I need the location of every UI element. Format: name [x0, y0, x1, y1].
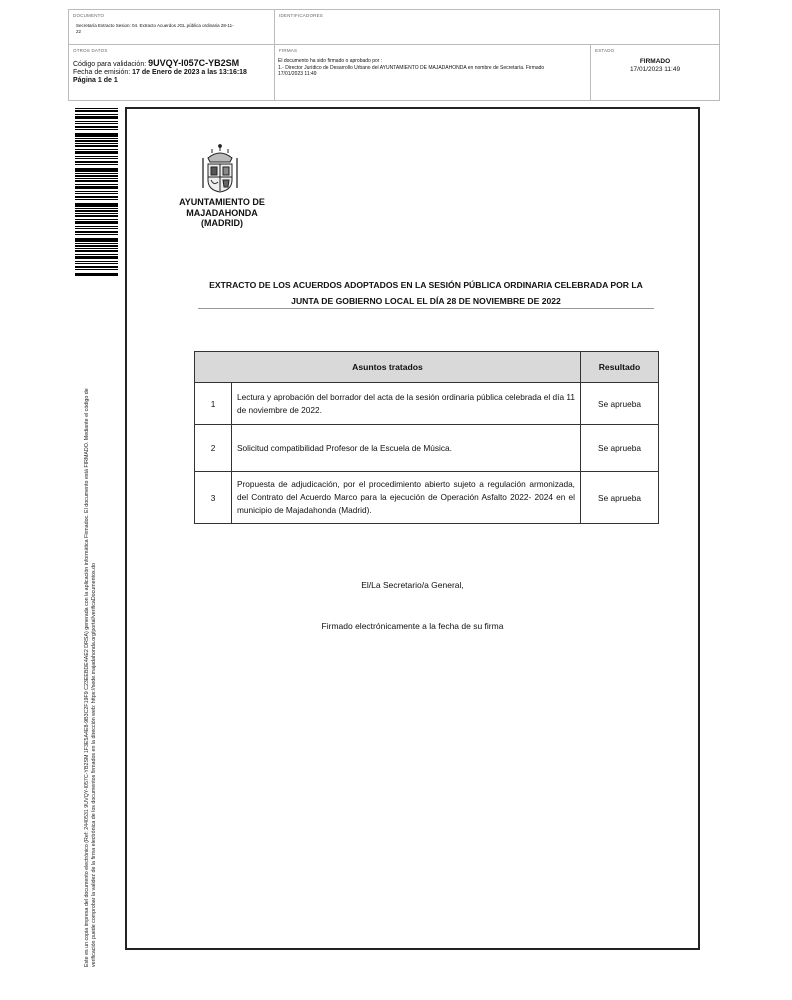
table-row: [195, 425, 659, 472]
side-note-line-1: Este es un copia impresa del documento electrónico (Ref: 2440531 9UVQY-I057C-YB2SM 1F3E5A4E8-9B3C2F19F9 C23EEBDE4AE2 DRSA) generada con la aplicación informática Firmadoc. El documento está FIRMADO. Mediante el código de: [84, 388, 90, 967]
title-line-2: JUNTA DE GOBIERNO LOCAL EL DÍA 28 DE NOVIEMBRE DE 2022: [291, 296, 561, 306]
municipality-name: [162, 197, 282, 229]
documento-value: Secretaría Extracto Sesion: 04. Extracto Acuerdos JGL pública ordinaria 28-11-22: [76, 23, 234, 34]
firmas-cell: [275, 45, 591, 101]
col-asuntos-header: Asuntos tratados: [195, 352, 581, 383]
documento-cell: [69, 10, 275, 45]
title-line-1: EXTRACTO DE LOS ACUERDOS ADOPTADOS EN LA SESIÓN PÚBLICA ORDINARIA CELEBRADA POR LA: [209, 280, 643, 290]
row-subject: Lectura y aprobación del borrador del acta de la sesión ordinaria pública celebrada el día 11 de noviembre de 2022.: [232, 383, 581, 425]
pagina-indicator: Página 1 de 1: [73, 77, 118, 84]
barcode: [75, 108, 118, 276]
agreements-table: [194, 351, 659, 524]
firmas-line-2: 1.- Director Jurídico de Desarrollo Urbano del AYUNTAMIENTO DE MAJADAHONDA en nombre de Secretaría. Firmado: [278, 64, 545, 71]
firmas-label: FIRMAS: [279, 48, 298, 53]
row-result: Se aprueba: [581, 472, 659, 524]
fecha-emision: 17 de Enero de 2023 a las 13:16:18: [132, 69, 247, 76]
firmas-line-3: 17/01/2023 11:49: [278, 71, 317, 77]
side-note-line-2: verificación puede comprobar la validez de la firma electrónica de los documentos firmados en la dirección web: https://sede.majadahonda.org/portal/verificaDocumentos.do: [91, 563, 97, 967]
signature-header: [68, 9, 720, 101]
identificadores-label: IDENTIFICADORES: [279, 13, 324, 18]
document-page: [125, 107, 700, 950]
coat-of-arms-logo: [199, 144, 241, 194]
title-underline: [198, 308, 654, 309]
row-number: 2: [195, 425, 232, 472]
codigo-label: Código para validación:: [73, 61, 147, 68]
codigo-validacion: 9UVQY-I057C-YB2SM: [148, 58, 240, 68]
row-number: 1: [195, 383, 232, 425]
otros-datos-label: OTROS DATOS: [73, 48, 108, 53]
verification-side-note: [84, 302, 98, 967]
documento-label: DOCUMENTO: [73, 13, 105, 18]
estado-cell: [591, 45, 719, 101]
row-result: Se aprueba: [581, 425, 659, 472]
signatory-role: El/La Secretario/a General,: [361, 580, 464, 590]
ayto-line-2: MAJADAHONDA: [186, 207, 258, 218]
otros-datos-cell: [69, 45, 275, 101]
table-header-row: [195, 352, 659, 383]
col-resultado-header: Resultado: [581, 352, 659, 383]
ayto-line-3: (MADRID): [201, 218, 243, 228]
table-row: [195, 383, 659, 425]
fecha-label: Fecha de emisión:: [73, 69, 131, 76]
signature-note: Firmado electrónicamente a la fecha de su firma: [321, 621, 504, 631]
estado-value: FIRMADO: [639, 58, 671, 65]
estado-date: 17/01/2023 11:49: [629, 66, 681, 73]
row-subject: Solicitud compatibilidad Profesor de la Escuela de Música.: [232, 425, 581, 472]
firmas-line-1: El documento ha sido firmado o aprobado por :: [278, 58, 383, 64]
ayto-line-1: AYUNTAMIENTO DE: [179, 197, 265, 207]
row-subject: Propuesta de adjudicación, por el procedimiento abierto sujeto a regulación armonizada, del Contrato del Acuerdo Marco para la ejecución de Operación Asfalto 2022- 2024 en el municipio de Majadahonda (Madrid).: [232, 472, 581, 524]
row-number: 3: [195, 472, 232, 524]
identificadores-cell: [275, 10, 719, 45]
table-row: [195, 472, 659, 524]
otros-datos-values: [73, 59, 247, 85]
row-result: Se aprueba: [581, 383, 659, 425]
document-title: [198, 277, 654, 309]
firmas-value: [278, 58, 594, 78]
estado-label: ESTADO: [595, 48, 615, 53]
